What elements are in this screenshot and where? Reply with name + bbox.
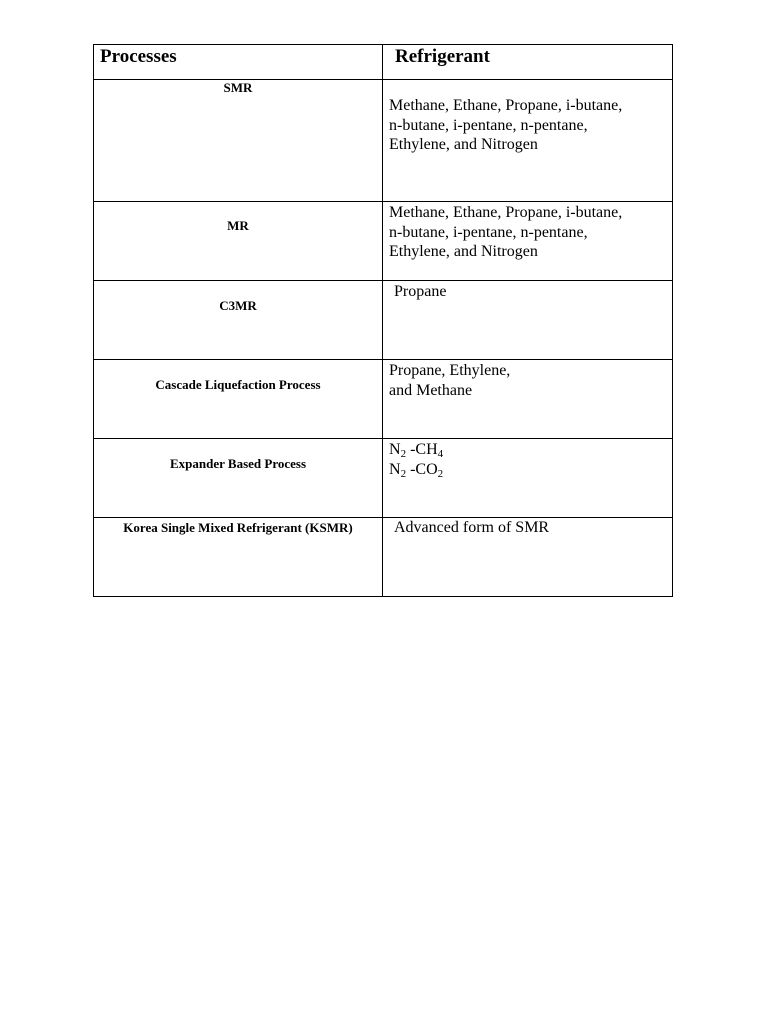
refrigerant-cell xyxy=(383,439,673,518)
refrigerant-cell xyxy=(383,518,673,597)
refrigerant-cell xyxy=(383,202,673,281)
header-processes: Processes xyxy=(94,45,383,80)
table-row xyxy=(94,360,673,439)
refrigerant-line: Propane, Ethylene, xyxy=(389,362,511,379)
refrigerant-line: and Methane xyxy=(389,381,473,399)
refrigerant-line: Ethylene, and Nitrogen xyxy=(389,243,538,260)
header-refrigerant: Refrigerant xyxy=(383,45,673,80)
refrigerant-line: Methane, Ethane, Propane, i-butane, xyxy=(389,97,623,114)
refrigerant-line: Propane xyxy=(394,283,447,300)
process-name: Cascade Liquefaction Process xyxy=(94,360,383,439)
refrigerant-line: Ethylene, and Nitrogen xyxy=(389,136,538,153)
refrigerant-cell xyxy=(383,360,673,439)
table-row xyxy=(94,80,673,202)
table-row xyxy=(94,281,673,360)
table-row xyxy=(94,518,673,597)
refrigerant-line: n-butane, i-pentane, n-pentane, xyxy=(389,223,588,241)
refrigerant-table xyxy=(93,44,673,597)
refrigerant-cell xyxy=(383,281,673,360)
refrigerant-line: Advanced form of SMR xyxy=(394,519,550,536)
refrigerant-line: n-butane, i-pentane, n-pentane, xyxy=(389,116,588,134)
formula-n2-ch4: $N_2$ $-CH_4$ xyxy=(389,441,444,460)
process-name: Korea Single Mixed Refrigerant (KSMR) xyxy=(94,518,383,597)
process-name: C3MR xyxy=(94,281,383,360)
process-name: SMR xyxy=(94,80,383,202)
process-name: MR xyxy=(94,202,383,281)
process-name: Expander Based Process xyxy=(94,439,383,518)
refrigerant-line: Methane, Ethane, Propane, i-butane, xyxy=(389,204,623,221)
refrigerant-cell xyxy=(383,80,673,202)
table-row xyxy=(94,439,673,518)
formula-n2-co2: $N_2$ $-CO_2$ xyxy=(389,460,444,480)
table-header-row xyxy=(94,45,673,80)
table-row xyxy=(94,202,673,281)
